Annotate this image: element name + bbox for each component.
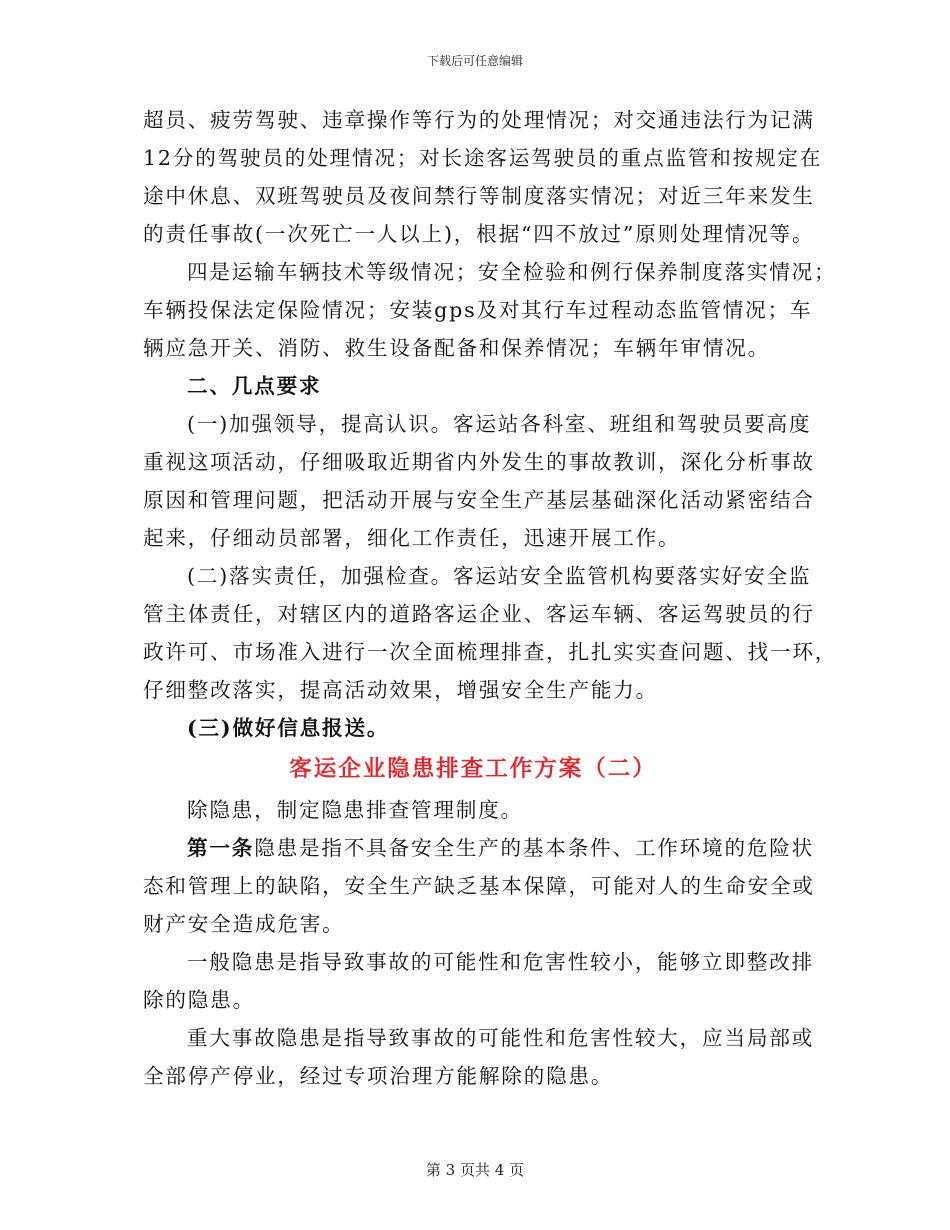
text-line: 原因和管理问题，把活动开展与安全生产基层基础深化活动紧密结合 <box>143 488 815 512</box>
article-line <box>143 829 815 867</box>
text-line: 超员、疲劳驾驶、违章操作等行为的处理情况；对交通违法行为记满 <box>143 108 815 132</box>
section-heading: 二、几点要求 <box>187 374 322 398</box>
text-line: 重视这项活动，仔细吸取近期省内外发生的事故教训，深化分析事故 <box>143 450 815 474</box>
text-line: 仔细整改落实，提高活动效果，增强安全生产能力。 <box>143 678 659 702</box>
text-line: 除的隐患。 <box>143 988 255 1012</box>
article-text: 隐患是指不具备安全生产的基本条件、工作环境的危险状 <box>254 836 815 860</box>
text-line: (二)落实责任，加强检查。客运站安全监管机构要落实好安全监 <box>187 564 812 588</box>
text-line: 全部停产停业，经过专项治理方能解除的隐患。 <box>143 1064 614 1088</box>
article-label: 第一条 <box>187 836 255 860</box>
text-line: 12分的驾驶员的处理情况；对长途客运驾驶员的重点监管和按规定在 <box>143 146 823 170</box>
text-line: 重大事故隐患是指导致事故的可能性和危害性较大，应当局部或 <box>187 1026 815 1050</box>
page-footer: 第 3 页共 4 页 <box>425 1161 525 1179</box>
text-line: 途中休息、双班驾驶员及夜间禁行等制度落实情况；对近三年来发生 <box>143 184 815 208</box>
text-line: 态和管理上的缺陷，安全生产缺乏基本保障，可能对人的生命安全或 <box>143 874 815 898</box>
text-line: 的责任事故(一次死亡一人以上)，根据“四不放过”原则处理情况等。 <box>143 222 815 246</box>
text-line: 四是运输车辆技术等级情况；安全检验和例行保养制度落实情况； <box>187 260 837 284</box>
document-body <box>143 101 838 1095</box>
text-line: 政许可、市场准入进行一次全面梳理排查，扎扎实实查问题、找一环， <box>143 640 838 664</box>
text-line: 车辆投保法定保险情况；安装gps及对其行车过程动态监管情况；车 <box>143 298 813 322</box>
text-line: 辆应急开关、消防、救生设备配备和保养情况；车辆年审情况。 <box>143 336 771 360</box>
text-line: 管主体责任，对辖区内的道路客运企业、客运车辆、客运驾驶员的行 <box>143 602 815 626</box>
page-header: 下载后可任意编辑 <box>426 54 523 68</box>
subsection-heading: (三)做好信息报送。 <box>187 716 390 740</box>
section-title: 客运企业隐患排查工作方案（二） <box>289 756 657 782</box>
text-line: 一般隐患是指导致事故的可能性和危害性较小，能够立即整改排 <box>187 950 815 974</box>
text-line: 除隐患，制定隐患排查管理制度。 <box>187 798 523 822</box>
text-line: (一)加强领导，提高认识。客运站各科室、班组和驾驶员要高度 <box>187 412 812 436</box>
text-line: 财产安全造成危害。 <box>143 912 345 936</box>
text-line: 起来，仔细动员部署，细化工作责任，迅速开展工作。 <box>143 526 681 550</box>
